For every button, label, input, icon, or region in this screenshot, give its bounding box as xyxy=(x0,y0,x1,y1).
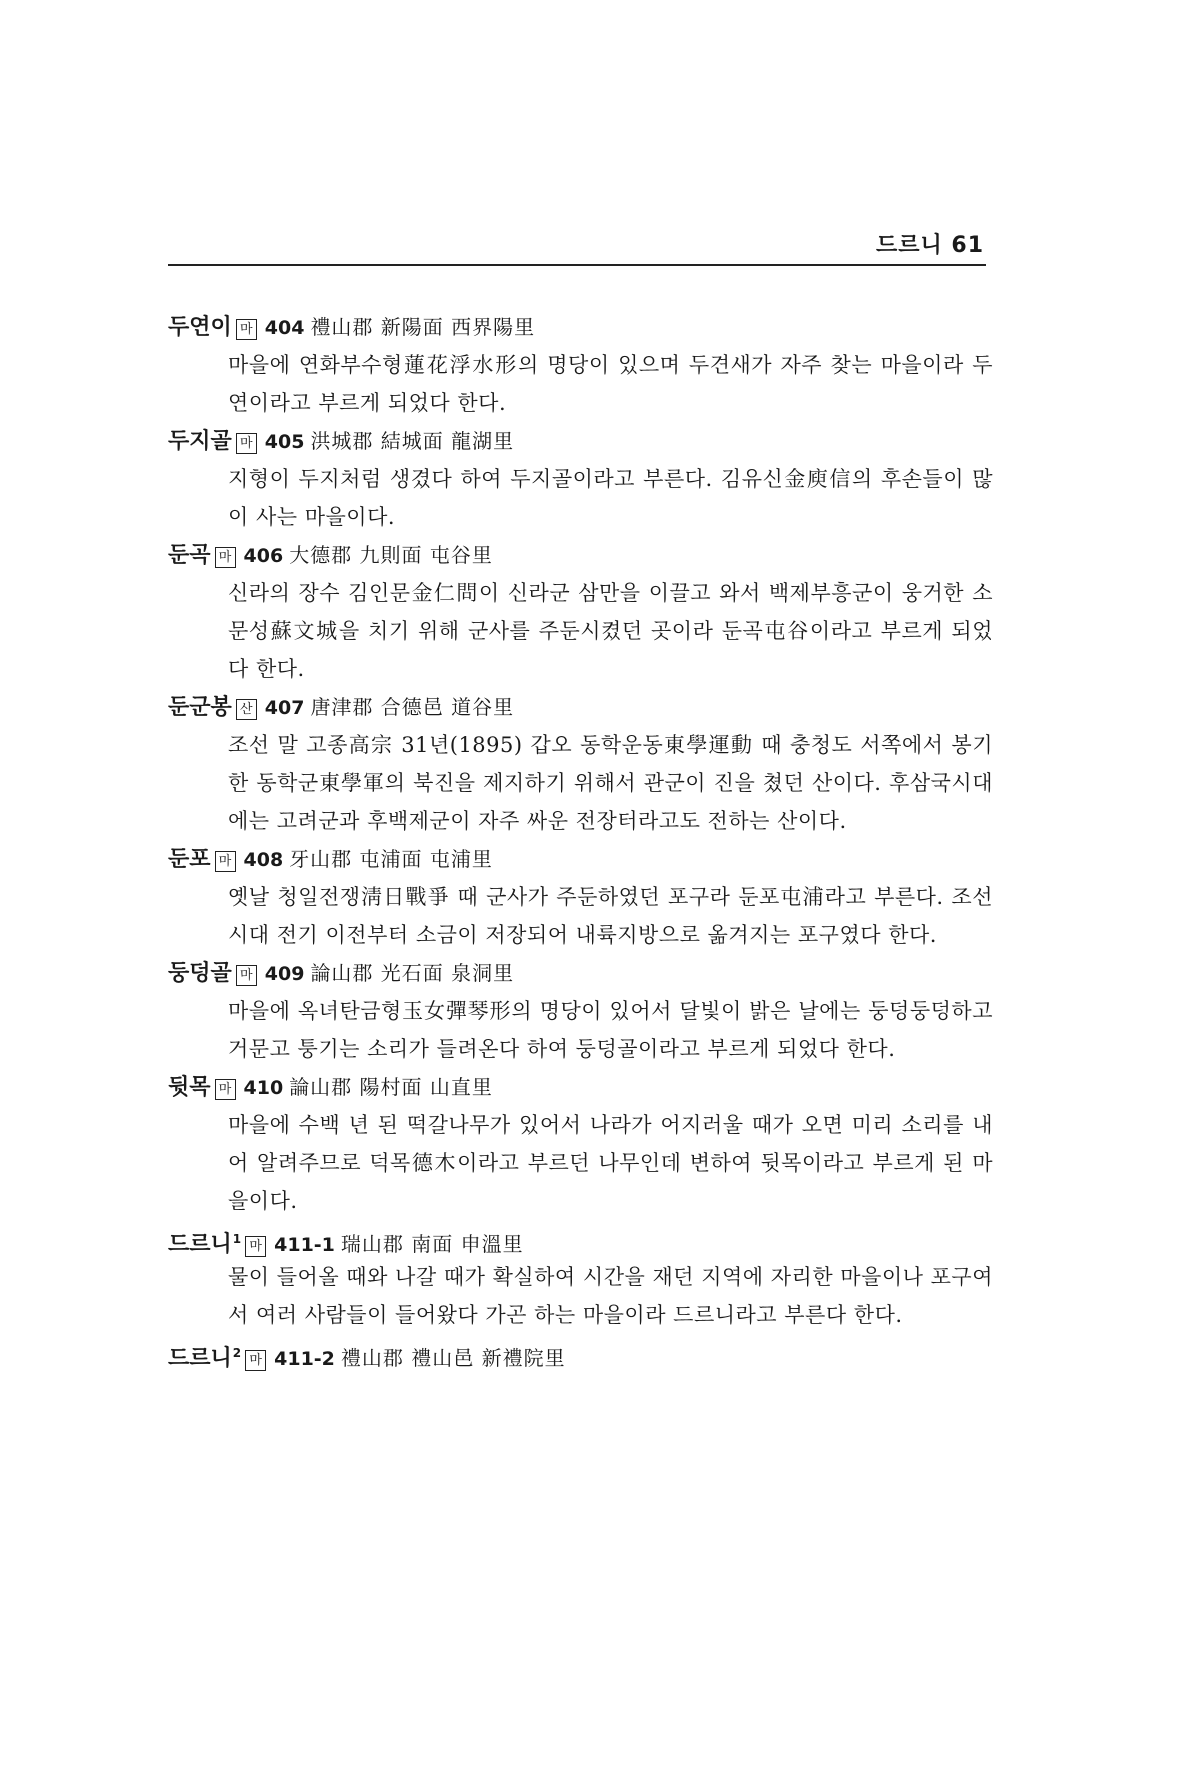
homonym-number: 2 xyxy=(232,1346,242,1360)
entry xyxy=(168,422,998,536)
entry-term: 둔곡 xyxy=(168,543,211,568)
category-mark-icon: 마 xyxy=(245,1236,266,1257)
entry xyxy=(168,1068,998,1220)
entry-location: 洪城郡 結城面 龍湖里 xyxy=(310,429,515,453)
entry-description: 옛날 청일전쟁淸日戰爭 때 군사가 주둔하였던 포구라 둔포屯浦라고 부른다. 조선시대 전기 이전부터 소금이 저장되어 내륙지방으로 옮겨지는 포구였다 한다. xyxy=(228,885,993,947)
entry-number: 410 xyxy=(243,1077,284,1099)
entry-heading xyxy=(168,1334,998,1372)
entry xyxy=(168,308,998,422)
entry-term: 둔포 xyxy=(168,847,211,872)
entry-location: 禮山郡 新陽面 西界陽里 xyxy=(310,315,536,339)
entry xyxy=(168,688,998,840)
entry-number: 406 xyxy=(243,545,284,567)
entry-number: 405 xyxy=(264,431,305,453)
entry-number: 409 xyxy=(264,963,305,985)
entry-description: 신라의 장수 김인문金仁問이 신라군 삼만을 이끌고 와서 백제부흥군이 웅거한 소문성蘇文城을 치기 위해 군사를 주둔시켰던 곳이라 둔곡屯谷이라고 부르게 되었다 한다. xyxy=(228,581,993,681)
entry-term: 둔군봉 xyxy=(168,695,232,720)
entry-heading xyxy=(168,688,998,726)
entry xyxy=(168,840,998,954)
entry-location: 唐津郡 合德邑 道谷里 xyxy=(310,695,515,719)
entry-location: 禮山郡 禮山邑 新禮院里 xyxy=(340,1346,566,1370)
category-mark-icon: 마 xyxy=(236,433,257,454)
entry-number: 408 xyxy=(243,849,284,871)
entry-term: 둥덩골 xyxy=(168,961,232,986)
entry-location: 大德郡 九則面 屯谷里 xyxy=(289,543,493,567)
category-mark-icon: 마 xyxy=(215,547,236,568)
category-mark-icon: 마 xyxy=(236,319,257,340)
category-mark-icon: 산 xyxy=(236,699,257,720)
entry-heading xyxy=(168,1220,998,1258)
entry-list xyxy=(168,308,998,1372)
entry-heading xyxy=(168,954,998,992)
category-mark-icon: 마 xyxy=(215,1079,236,1100)
entry-number: 407 xyxy=(264,697,305,719)
entry-description: 마을에 옥녀탄금형玉女彈琴形의 명당이 있어서 달빛이 밝은 날에는 둥덩둥덩하고 거문고 퉁기는 소리가 들려온다 하여 둥덩골이라고 부르게 되었다 한다. xyxy=(228,999,993,1061)
homonym-number: 1 xyxy=(232,1232,242,1246)
entry-term: 두연이 xyxy=(168,315,232,340)
entry-term: 두지골 xyxy=(168,429,232,454)
entry-number: 404 xyxy=(264,317,305,339)
entry-term-text: 드르니 xyxy=(168,1346,232,1371)
entry-description: 조선 말 고종高宗 31년(1895) 갑오 동학운동東學運動 때 충청도 서쪽에서 봉기한 동학군東學軍의 북진을 제지하기 위해서 관군이 진을 쳤던 산이다. 후삼국시대에는 고려군과 후백제군이 자주 싸운 전장터라고도 전하는 산이다. xyxy=(228,733,993,833)
category-mark-icon: 마 xyxy=(236,965,257,986)
entry-heading xyxy=(168,422,998,460)
entry-term: 뒷목 xyxy=(168,1075,211,1100)
entry-heading xyxy=(168,1068,998,1106)
entry-number: 411-2 xyxy=(274,1348,335,1370)
page-header xyxy=(168,222,986,266)
running-header-page-number: 드르니 61 xyxy=(875,233,984,258)
entry-heading xyxy=(168,536,998,574)
category-mark-icon: 마 xyxy=(215,851,236,872)
category-mark-icon: 마 xyxy=(245,1350,266,1371)
entry-heading xyxy=(168,840,998,878)
entry-term-text: 드르니 xyxy=(168,1232,232,1257)
entry-location: 論山郡 光石面 泉洞里 xyxy=(310,961,515,985)
entry-description: 지형이 두지처럼 생겼다 하여 두지골이라고 부른다. 김유신金庾信의 후손들이 많이 사는 마을이다. xyxy=(228,467,993,529)
entry xyxy=(168,1220,998,1334)
entry-location: 牙山郡 屯浦面 屯浦里 xyxy=(289,847,493,871)
entry-description: 물이 들어올 때와 나갈 때가 확실하여 시간을 재던 지역에 자리한 마을이나 포구여서 여러 사람들이 들어왔다 가곤 하는 마을이라 드르니라고 부른다 한다. xyxy=(228,1265,993,1327)
entry xyxy=(168,1334,998,1372)
entry-description: 마을에 연화부수형蓮花浮水形의 명당이 있으며 두견새가 자주 찾는 마을이라 두연이라고 부르게 되었다 한다. xyxy=(228,353,993,415)
entry-description: 마을에 수백 년 된 떡갈나무가 있어서 나라가 어지러울 때가 오면 미리 소리를 내어 알려주므로 덕목德木이라고 부르던 나무인데 변하여 뒷목이라고 부르게 된 마을이다. xyxy=(228,1113,993,1213)
entry xyxy=(168,954,998,1068)
entry-term xyxy=(168,1232,241,1257)
entry xyxy=(168,536,998,688)
entry-location: 論山郡 陽村面 山直里 xyxy=(289,1075,493,1099)
entry-number: 411-1 xyxy=(274,1234,335,1256)
entry-term xyxy=(168,1346,241,1371)
entry-location: 瑞山郡 南面 申溫里 xyxy=(340,1232,524,1256)
entry-heading xyxy=(168,308,998,346)
